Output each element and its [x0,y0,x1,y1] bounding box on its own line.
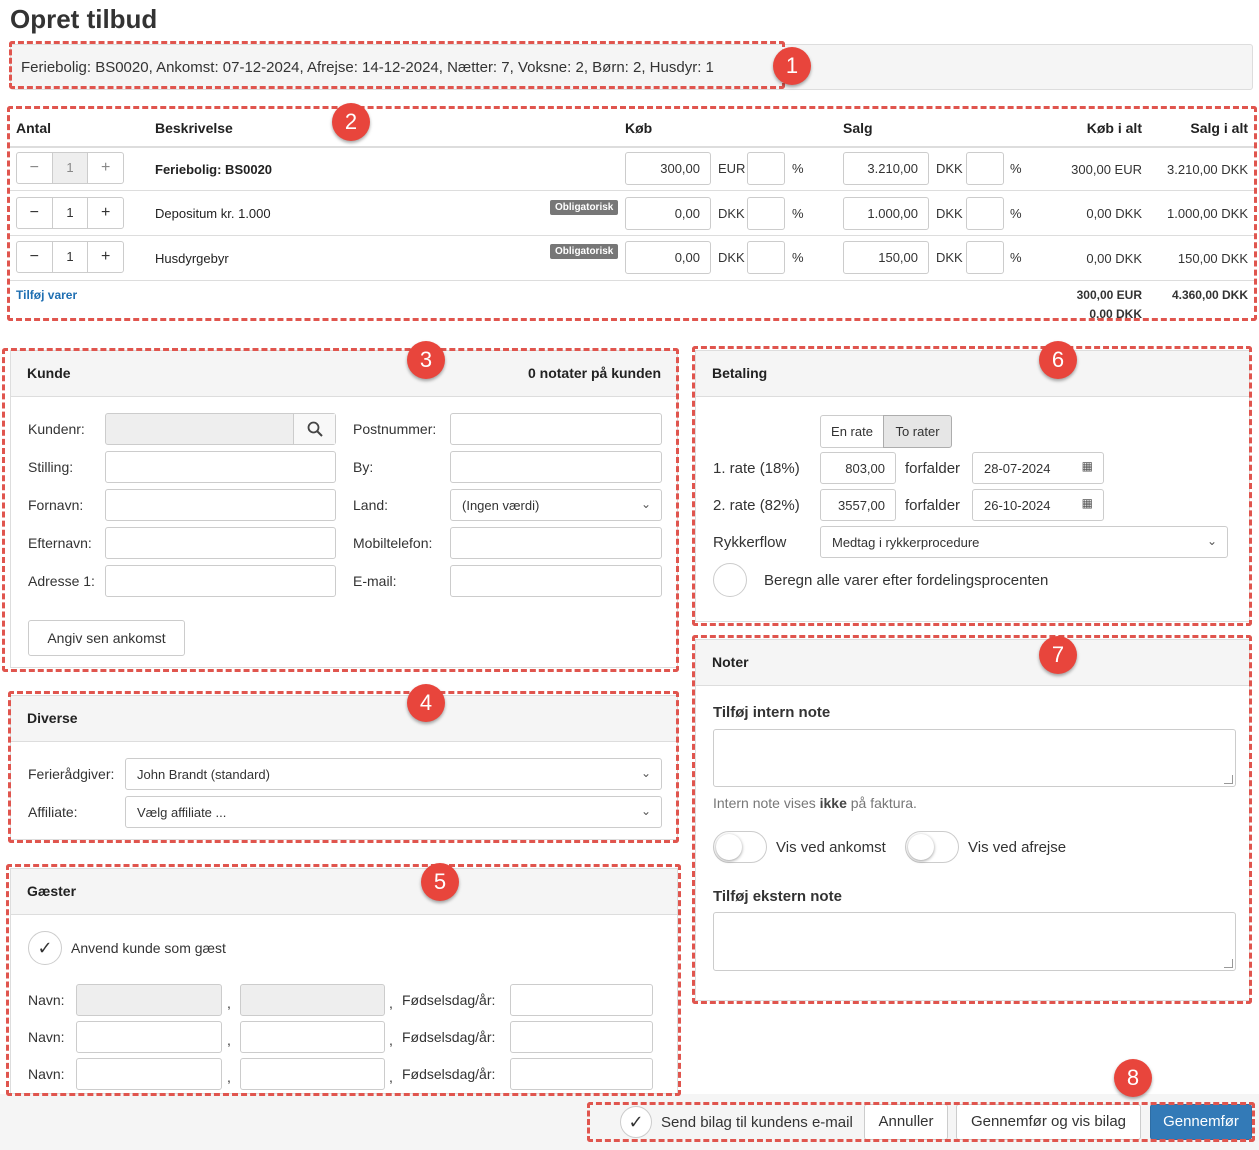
quantity-value[interactable]: 1 [52,153,89,183]
comma: , [389,1069,393,1085]
affiliate-select[interactable] [125,796,662,828]
booking-summary: Feriebolig: BS0020, Ankomst: 07-12-2024, Afrejse: 14-12-2024, Nætter: 7, Voksne: 2, Børn: 2, Husdyr: 1 [10,44,1253,90]
table-header-divider [10,146,1255,148]
buy-currency: EUR [718,161,746,176]
plus-icon[interactable]: + [101,248,111,265]
rate2-date-input[interactable] [972,489,1104,521]
minus-icon[interactable]: − [29,248,39,265]
birthday-label: Fødselsdag/år: [402,992,496,1008]
one-rate-button[interactable]: En rate [820,415,884,448]
chevron-down-icon: ⌄ [640,497,651,511]
chevron-down-icon: ⌄ [640,766,651,780]
sell-currency: DKK [936,250,963,265]
col-header-salg-i-alt: Salg i alt [1190,120,1248,136]
comma: , [389,995,393,1011]
use-customer-checkbox[interactable] [28,931,62,965]
fornavn-input[interactable] [105,489,336,521]
use-customer-label: Anvend kunde som gæst [71,940,226,956]
col-header-kob-i-alt: Køb i alt [1086,120,1142,136]
chevron-down-icon: ⌄ [640,804,651,818]
email-label: E-mail: [353,573,397,589]
sell-total: 1.000,00 DKK [1167,206,1248,221]
guest-first-name-input[interactable] [76,1021,222,1053]
rate1-label: 1. rate (18%) [713,460,800,477]
intern-note-textarea[interactable] [713,729,1236,787]
annotation-badge-7: 7 [1039,636,1077,674]
diverse-header: Diverse [11,696,677,742]
efternavn-label: Efternavn: [28,535,92,551]
show-departure-toggle[interactable] [905,831,959,863]
annotation-badge-2: 2 [332,103,370,141]
rykker-label: Rykkerflow [713,534,787,551]
ekstern-note-title: Tilføj ekstern note [713,888,842,905]
sell-currency: DKK [936,161,963,176]
fornavn-label: Fornavn: [28,497,84,513]
sell-percent-input[interactable] [966,152,1004,185]
guest-last-name-input[interactable] [240,1021,385,1053]
calendar-icon: ▦ [1081,496,1093,510]
kundenr-label: Kundenr: [28,421,85,437]
sell-price-input[interactable]: 3.210,00 [843,152,929,185]
minus-icon[interactable]: − [29,204,39,221]
postnummer-label: Postnummer: [353,421,437,437]
annotation-badge-8: 8 [1114,1059,1152,1097]
rate2-date: 26-10-2024 [984,498,1051,513]
rate1-amount-input[interactable]: 803,00 [820,452,896,484]
percent-label: % [792,161,804,176]
minus-icon[interactable]: − [29,159,39,176]
by-input[interactable] [450,451,662,483]
two-rates-button[interactable]: To rater [883,415,952,448]
row-description: Feriebolig: BS0020 [155,162,273,177]
total-buy-dkk: 0,00 DKK [1089,307,1142,321]
intern-note-hint [713,795,917,811]
intern-note-title: Tilføj intern note [713,704,831,721]
percent-label: % [1010,250,1022,265]
land-label: Land: [353,497,389,513]
sell-price-input[interactable]: 150,00 [843,241,929,274]
rate2-label: 2. rate (82%) [713,497,800,514]
buy-total: 0,00 DKK [1086,206,1142,221]
row-description: Husdyrgebyr [155,251,229,266]
quantity-stepper[interactable] [16,152,124,184]
buy-price-input[interactable]: 0,00 [625,197,711,230]
guest-name-label: Navn: [28,1029,65,1045]
land-select[interactable] [450,489,662,521]
stilling-input[interactable] [105,451,336,483]
mandatory-badge: Obligatorisk [550,200,618,215]
sell-total: 150,00 DKK [1177,251,1248,266]
complete-and-show-button[interactable]: Gennemfør og vis bilag [956,1104,1141,1140]
adresse-label: Adresse 1: [28,573,95,589]
mobil-input[interactable] [450,527,662,559]
row-divider [10,280,1255,281]
annotation-badge-6: 6 [1039,341,1077,379]
show-departure-label: Vis ved afrejse [968,839,1067,856]
guest-birthday-input[interactable] [510,1021,653,1053]
send-email-checkbox[interactable] [620,1106,652,1138]
postnummer-input[interactable] [450,413,662,445]
add-items-link[interactable]: Tilføj varer [16,288,78,302]
buy-currency: DKK [718,250,745,265]
hint-text: på faktura. [846,795,917,811]
gaester-header: Gæster [11,869,677,915]
guest-birthday-input[interactable] [510,1058,653,1090]
birthday-label: Fødselsdag/år: [402,1066,496,1082]
advisor-value: John Brandt (standard) [137,767,270,782]
customer-notes-count[interactable]: 0 notater på kunden [527,365,661,381]
advisor-label: Ferierådgiver: [28,766,115,782]
annotation-badge-5: 5 [421,863,459,901]
col-header-kob: Køb [625,120,653,136]
buy-percent-input[interactable] [747,152,785,185]
complete-button[interactable]: Gennemfør [1150,1104,1252,1140]
page-title: Opret tilbud [10,4,158,34]
total-buy-eur: 300,00 EUR [1076,288,1142,302]
percent-label: % [792,250,804,265]
guest-first-name-input[interactable] [76,1058,222,1090]
buy-percent-input[interactable] [747,197,785,230]
row-divider [10,235,1255,236]
rate2-amount-input[interactable]: 3557,00 [820,489,896,521]
check-icon: ✓ [628,1112,644,1132]
percent-label: % [792,206,804,221]
buy-total: 0,00 DKK [1086,251,1142,266]
guest-name-label: Navn: [28,1066,65,1082]
percent-label: % [1010,206,1022,221]
show-arrival-toggle[interactable] [713,831,767,863]
buy-price-input[interactable]: 300,00 [625,152,711,185]
distribute-label: Beregn alle varer efter fordelingsprocenten [764,572,1049,589]
guest-last-name-input[interactable] [240,1058,385,1090]
comma: , [227,1032,231,1048]
mandatory-badge: Obligatorisk [550,244,618,259]
kunde-title: Kunde [27,365,71,381]
col-header-beskrivelse: Beskrivelse [155,120,233,136]
kunde-header [11,351,677,397]
guest-first-name-input[interactable] [76,984,222,1016]
land-value: (Ingen værdi) [462,498,540,513]
birthday-label: Fødselsdag/år: [402,1029,496,1045]
send-email-label: Send bilag til kundens e-mail [661,1114,853,1131]
hint-text: Intern note vises [713,795,820,811]
by-label: By: [353,459,374,475]
col-header-antal: Antal [16,120,51,136]
search-icon [307,421,323,437]
sell-price-input[interactable]: 1.000,00 [843,197,929,230]
rate1-due-label: forfalder [905,460,961,477]
rate1-date: 28-07-2024 [984,461,1051,476]
annotation-badge-4: 4 [407,684,445,722]
percent-label: % [1010,161,1022,176]
quantity-value[interactable]: 1 [52,198,89,228]
comma: , [389,1032,393,1048]
guest-last-name-input[interactable] [240,984,385,1016]
rykker-select[interactable] [820,526,1228,558]
mobil-label: Mobiltelefon: [353,535,433,551]
efternavn-input[interactable] [105,527,336,559]
comma: , [227,1069,231,1085]
buy-percent-input[interactable] [747,241,785,274]
affiliate-label: Affiliate: [28,804,78,820]
plus-icon[interactable]: + [101,159,111,176]
betaling-header: Betaling [696,351,1249,397]
plus-icon[interactable]: + [101,204,111,221]
adresse-input[interactable] [105,565,336,597]
rate1-date-input[interactable] [972,452,1104,484]
total-sell: 4.360,00 DKK [1171,288,1248,302]
affiliate-value: Vælg affiliate ... [137,805,227,820]
buy-price-input[interactable]: 0,00 [625,241,711,274]
quantity-stepper[interactable] [16,197,124,229]
quantity-stepper[interactable] [16,241,124,273]
row-description: Depositum kr. 1.000 [155,206,271,221]
quantity-value[interactable]: 1 [52,242,89,272]
rykker-value: Medtag i rykkerprocedure [832,535,980,550]
buy-currency: DKK [718,206,745,221]
sell-total: 3.210,00 DKK [1167,162,1248,177]
rate2-due-label: forfalder [905,497,961,514]
customer-search-button[interactable] [293,414,335,444]
guest-name-label: Navn: [28,992,65,1008]
distribute-checkbox[interactable] [713,563,747,597]
comma: , [227,995,231,1011]
email-input[interactable] [450,565,662,597]
annotation-badge-3: 3 [407,341,445,379]
ekstern-note-textarea[interactable] [713,912,1236,971]
sell-percent-input[interactable] [966,241,1004,274]
buy-total: 300,00 EUR [1071,162,1142,177]
chevron-down-icon: ⌄ [1206,534,1217,548]
row-divider [10,190,1255,191]
stilling-label: Stilling: [28,459,74,475]
sell-percent-input[interactable] [966,197,1004,230]
guest-birthday-input[interactable] [510,984,653,1016]
cancel-button[interactable]: Annuller [864,1104,948,1140]
noter-header: Noter [696,640,1249,686]
show-arrival-label: Vis ved ankomst [776,839,886,856]
late-arrival-button[interactable]: Angiv sen ankomst [28,620,185,656]
check-icon: ✓ [37,938,53,958]
calendar-icon: ▦ [1081,459,1093,473]
annotation-badge-1: 1 [773,47,811,85]
sell-currency: DKK [936,206,963,221]
hint-bold: ikke [819,795,847,811]
advisor-select[interactable] [125,758,662,790]
col-header-salg: Salg [843,120,873,136]
